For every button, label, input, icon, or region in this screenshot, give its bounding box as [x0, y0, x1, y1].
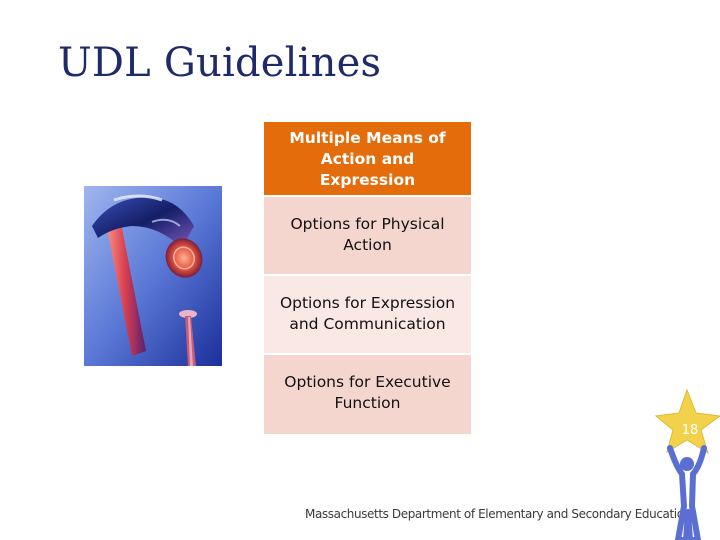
star-person-logo [640, 386, 720, 540]
table-row [264, 197, 471, 276]
hammer-nail-photo [84, 186, 222, 366]
table-row-label: Options for Expression and Communication [279, 294, 456, 333]
page-number: 18 [681, 423, 699, 438]
table-row [264, 276, 471, 355]
table-header-cell [264, 122, 471, 197]
table-header-label: Multiple Means of Action and Expression [289, 129, 446, 189]
footer-text: Massachusetts Department of Elementary and Secondary Education [305, 507, 691, 521]
table-row [264, 355, 471, 434]
slide-title: UDL Guidelines [58, 40, 382, 86]
table-row-label: Options for Executive Function [284, 373, 451, 412]
udl-guidelines-table [264, 122, 471, 434]
table-row-label: Options for Physical Action [290, 215, 445, 254]
